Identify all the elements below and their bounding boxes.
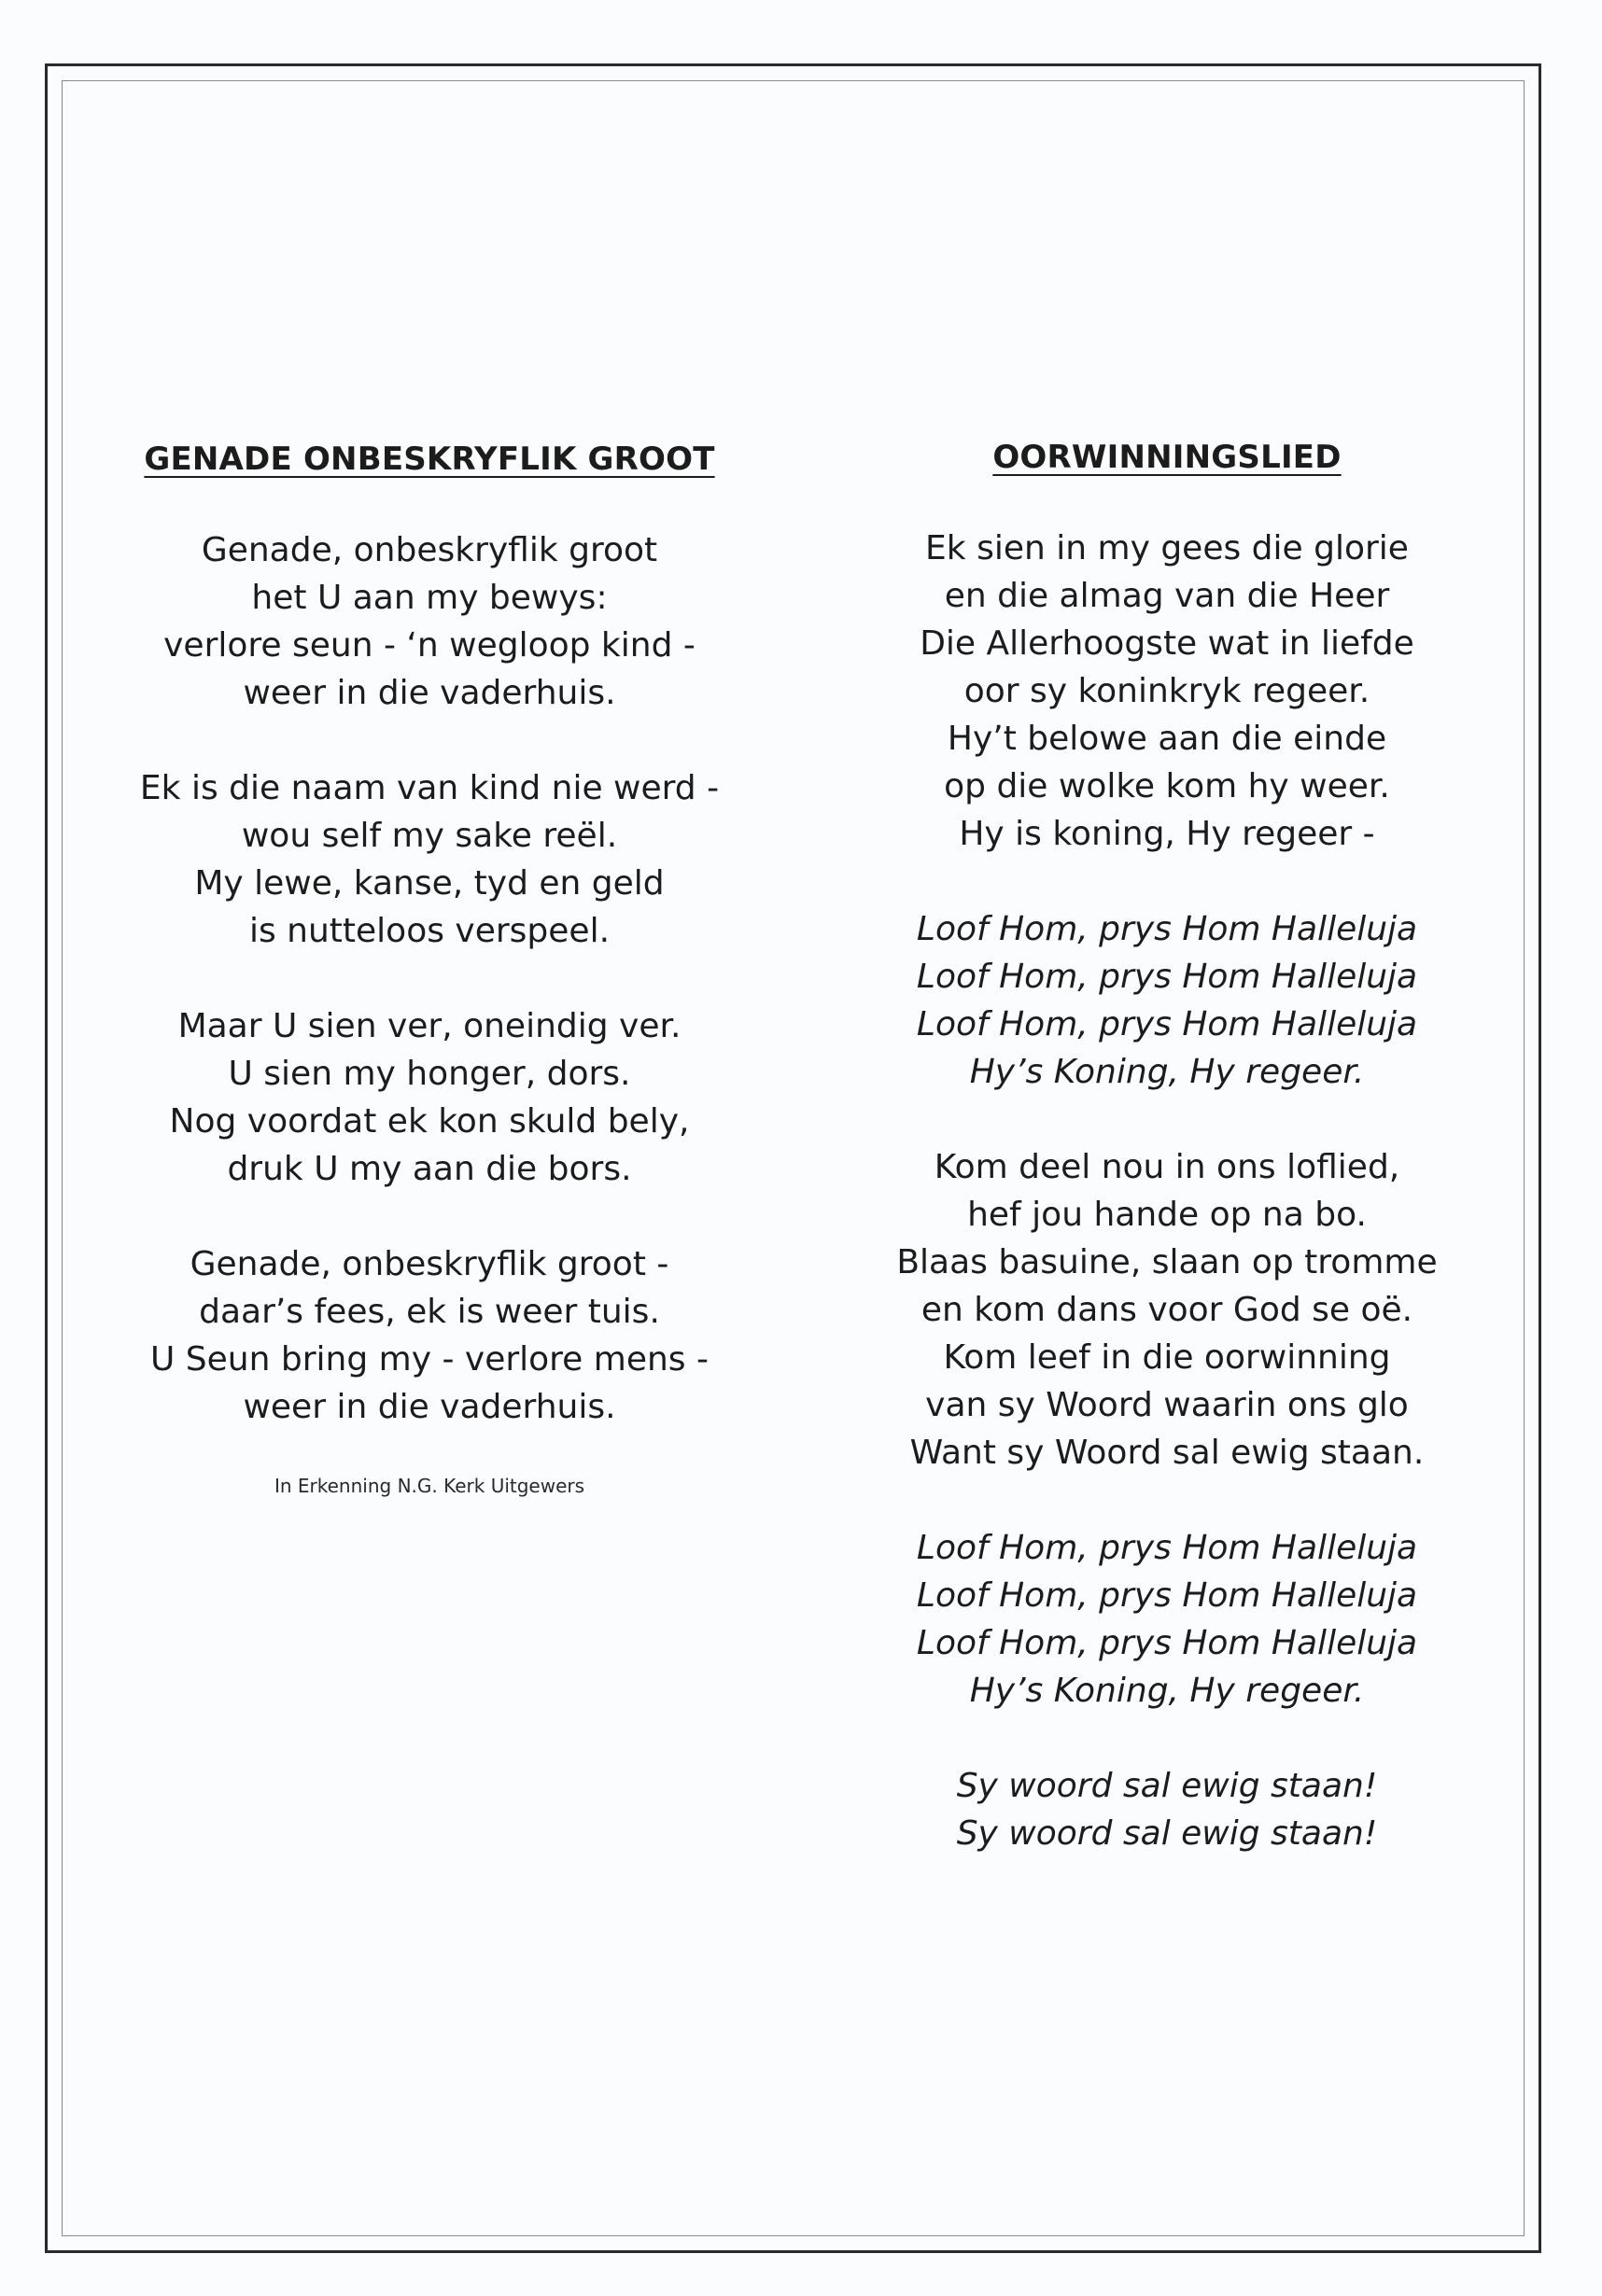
lyric-line: daar’s fees, ek is weer tuis. xyxy=(199,1293,660,1331)
lyric-line: Want sy Woord sal ewig staan. xyxy=(909,1434,1425,1472)
lyric-line: wou self my sake reël. xyxy=(241,817,618,855)
lyric-line: Genade, onbeskryflik groot - xyxy=(190,1245,669,1283)
lyric-line: My lewe, kanse, tyd en geld xyxy=(194,864,665,903)
lyric-line: en die almag van die Heer xyxy=(944,577,1390,615)
lyric-line: op die wolke kom hy weer. xyxy=(944,767,1390,805)
refrain-line: Hy’s Koning, Hy regeer. xyxy=(969,1672,1365,1710)
lyric-line: weer in die vaderhuis. xyxy=(243,1388,616,1426)
song-left-stanza-1 xyxy=(121,526,738,717)
lyric-line: Kom leef in die oorwinning xyxy=(943,1338,1391,1377)
song-right-ending xyxy=(859,1762,1475,1857)
song-left-stanza-3 xyxy=(121,1002,738,1193)
lyric-line: verlore seun - ‘n wegloop kind - xyxy=(163,626,696,665)
song-right-title: OORWINNINGSLIED xyxy=(992,439,1342,476)
song-left xyxy=(121,437,738,1499)
lyric-line: Die Allerhoogste wat in liefde xyxy=(920,624,1414,663)
song-right-verse-2 xyxy=(859,1143,1475,1477)
lyric-line: Hy’t belowe aan die einde xyxy=(947,720,1387,758)
song-right xyxy=(859,435,1475,1905)
song-right-verse-1 xyxy=(859,525,1475,858)
refrain-line: Loof Hom, prys Hom Halleluja xyxy=(916,1529,1418,1567)
refrain-line: Loof Hom, prys Hom Halleluja xyxy=(916,958,1418,996)
song-left-title: GENADE ONBESKRYFLIK GROOT xyxy=(144,441,715,478)
lyric-line: van sy Woord waarin ons glo xyxy=(925,1386,1409,1424)
song-right-refrain-1 xyxy=(859,905,1475,1096)
lyric-line: druk U my aan die bors. xyxy=(227,1150,632,1188)
refrain-line: Sy woord sal ewig staan! xyxy=(956,1814,1378,1853)
lyric-line: weer in die vaderhuis. xyxy=(243,674,616,712)
lyric-line: U sien my honger, dors. xyxy=(228,1055,631,1093)
refrain-line: Loof Hom, prys Hom Halleluja xyxy=(916,1624,1418,1662)
song-left-stanza-2 xyxy=(121,764,738,955)
refrain-line: Hy’s Koning, Hy regeer. xyxy=(969,1053,1365,1091)
song-right-refrain-2 xyxy=(859,1524,1475,1715)
lyric-line: en kom dans voor God se oë. xyxy=(920,1291,1413,1329)
lyric-line: het U aan my bewys: xyxy=(251,579,608,617)
song-left-stanza-4 xyxy=(121,1240,738,1431)
refrain-line: Loof Hom, prys Hom Halleluja xyxy=(916,1005,1418,1043)
lyric-line: is nutteloos verspeel. xyxy=(248,912,611,950)
lyric-line: Ek is die naam van kind nie werd - xyxy=(139,769,720,807)
lyric-line: Ek sien in my gees die glorie xyxy=(925,529,1409,567)
lyric-line: Nog voordat ek kon skuld bely, xyxy=(169,1102,690,1141)
lyric-line: Blaas basuine, slaan op tromme xyxy=(896,1243,1438,1281)
lyric-line: Maar U sien ver, oneindig ver. xyxy=(177,1007,682,1045)
refrain-line: Sy woord sal ewig staan! xyxy=(956,1767,1378,1805)
publisher-credit: In Erkenning N.G. Kerk Uitgewers xyxy=(274,1475,585,1497)
lyric-line: U Seun bring my - verlore mens - xyxy=(150,1340,709,1379)
lyric-line: Genade, onbeskryflik groot xyxy=(201,531,658,569)
lyric-line: oor sy koninkryk regeer. xyxy=(963,672,1370,710)
lyric-line: Hy is koning, Hy regeer - xyxy=(959,815,1375,853)
lyric-line: hef jou hande op na bo. xyxy=(967,1196,1367,1234)
refrain-line: Loof Hom, prys Hom Halleluja xyxy=(916,1576,1418,1615)
refrain-line: Loof Hom, prys Hom Halleluja xyxy=(916,910,1418,948)
lyric-line: Kom deel nou in ons loflied, xyxy=(934,1148,1400,1186)
